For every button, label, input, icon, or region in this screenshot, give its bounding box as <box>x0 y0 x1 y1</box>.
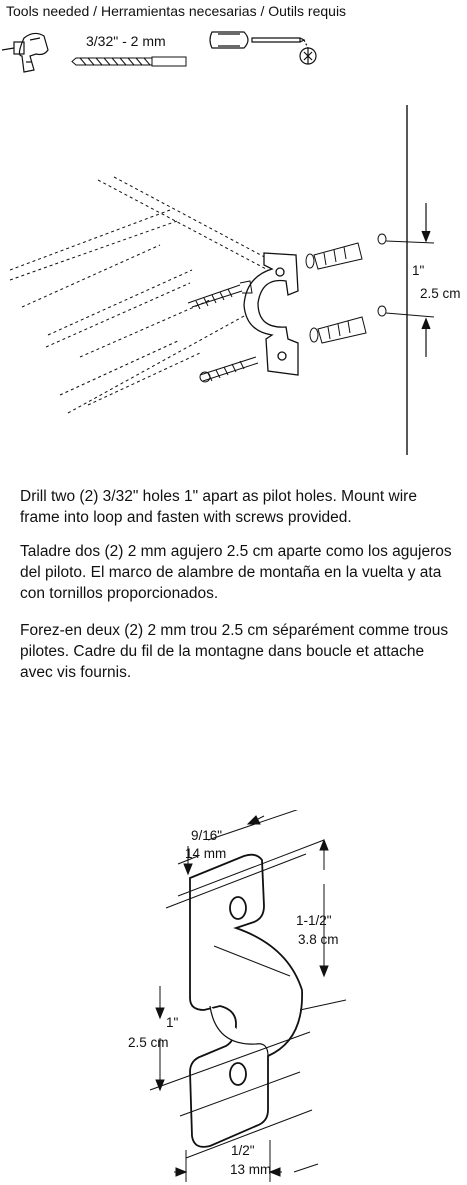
drill-bit-size: 3/32" - 2 mm <box>86 33 166 49</box>
spacing-label-imperial: 1" <box>412 263 425 278</box>
instructions-spanish: Taladre dos (2) 2 mm agujero 2.5 cm aparte como los agujeros del piloto. El marco de alambre de montaña en la vuelta y ata con tornillos proporcionados. <box>20 543 452 602</box>
drill-bit-icon <box>72 57 186 66</box>
hanger-bracket <box>244 253 298 375</box>
height-label-metric: 3.8 cm <box>298 932 339 947</box>
screwdriver-icon <box>210 32 316 64</box>
wire-frame-dashed-lines <box>10 177 272 413</box>
bracket-dimensions-diagram <box>0 810 467 1185</box>
wall-anchor-lower <box>310 306 386 343</box>
spacing-label-metric: 2.5 cm <box>420 286 461 301</box>
bottom-width-label-metric: 13 mm <box>230 1162 272 1177</box>
screw-upper <box>188 281 252 309</box>
wall-anchor-upper <box>306 234 386 269</box>
hanger-bracket-detail <box>190 855 302 1147</box>
hole-spacing-label-metric: 2.5 cm <box>128 1035 169 1050</box>
height-label-imperial: 1-1/2" <box>296 913 332 928</box>
tools-illustrations <box>0 22 467 77</box>
dimension-arrows <box>422 203 430 357</box>
mounting-diagram <box>0 95 467 465</box>
instructions-english: Drill two (2) 3/32" holes 1" apart as pilot holes. Mount wire frame into loop and fasten with screws provided. <box>20 488 417 526</box>
width-label-imperial: 9/16" <box>191 828 223 843</box>
drill-icon <box>2 33 48 72</box>
bottom-width-label-imperial: 1/2" <box>231 1143 255 1158</box>
screw-lower <box>200 357 258 382</box>
hole-spacing-label-imperial: 1" <box>166 1015 179 1030</box>
instructions-french: Forez-en deux (2) 2 mm trou 2.5 cm séparément comme trous pilotes. Cadre du fil de la montagne dans boucle et attache avec vis fournis. <box>20 622 449 681</box>
width-label-metric: 14 mm <box>185 846 227 861</box>
tools-heading: Tools needed / Herramientas necesarias / Outils requis <box>6 3 347 19</box>
